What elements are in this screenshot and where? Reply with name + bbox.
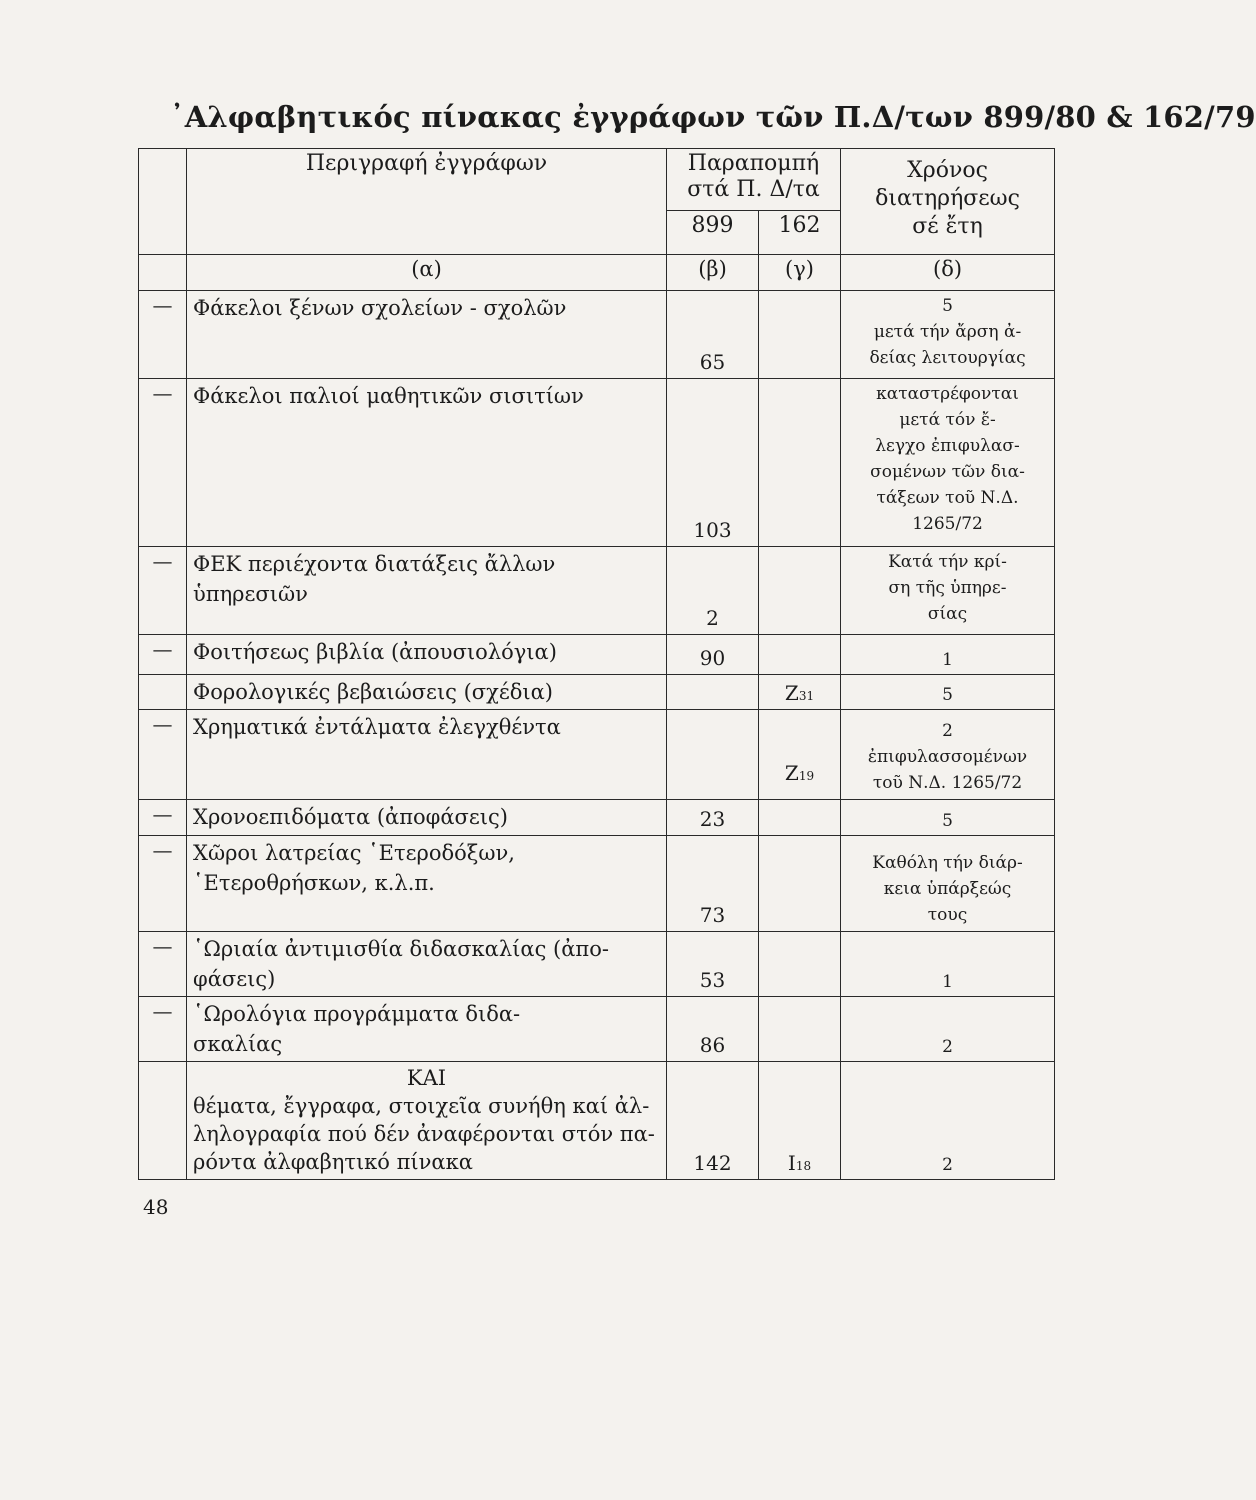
header-description: Περιγραφή ἐγγράφων [187, 149, 667, 255]
kai-heading: ΚΑΙ [406, 1066, 447, 1090]
column-letter-c: (γ) [759, 255, 841, 291]
table-row [139, 379, 1055, 547]
row-ref-899: 73 [667, 836, 759, 932]
row-retention: 5 [841, 800, 1055, 836]
column-letter-b: (β) [667, 255, 759, 291]
row-ref-162 [759, 932, 841, 997]
table-row [139, 291, 1055, 379]
row-description: ΦΕΚ περιέχοντα διατάξεις ἄλλων ὑπηρεσιῶν [187, 547, 667, 635]
row-description: Χρονοεπιδόματα (ἀποφάσεις) [187, 800, 667, 836]
table-row [139, 836, 1055, 932]
row-retention: 5 μετά τήν ἄρση ἀ- δείας λειτουργίας [841, 291, 1055, 379]
column-letter-a: (α) [187, 255, 667, 291]
row-ref-899: 53 [667, 932, 759, 997]
row-retention: Κατά τήν κρί- ση τῆς ὑπηρε- σίας [841, 547, 1055, 635]
row-dash: — [139, 547, 187, 635]
row-ref-162: Z19 [759, 710, 841, 800]
row-ref-899: 90 [667, 635, 759, 675]
table-row [139, 547, 1055, 635]
row-ref-162 [759, 800, 841, 836]
row-ref-899 [667, 675, 759, 710]
row-dash: — [139, 635, 187, 675]
row-dash: — [139, 291, 187, 379]
header-reference-line1: Παραπομπή [687, 151, 820, 176]
row-description: ΚΑΙ θέματα, ἔγγραφα, στοιχεῖα συνήθη καί ἀλ- ληλογραφία πού δέν ἀναφέρονται στόν πα- ρόντα ἀλφαβητικό πίνακα [187, 1062, 667, 1180]
documents-table [138, 148, 1055, 1180]
row-description: Φορολογικές βεβαιώσεις (σχέδια) [187, 675, 667, 710]
row-ref-162 [759, 547, 841, 635]
row-ref-899 [667, 710, 759, 800]
row-retention: Καθόλη τήν διάρ- κεια ὑπάρξεώς τους [841, 836, 1055, 932]
row-retention: 1 [841, 635, 1055, 675]
table-row [139, 1062, 1055, 1180]
header-dash-cell [139, 149, 187, 255]
table-row [139, 710, 1055, 800]
row-retention: 2 [841, 1062, 1055, 1180]
table-row [139, 675, 1055, 710]
row-ref-162: Z31 [759, 675, 841, 710]
table-row [139, 997, 1055, 1062]
row-description: ῾Ωριαία ἀντιμισθία διδασκαλίας (ἀπο- φάσεις) [187, 932, 667, 997]
column-letter-d: (δ) [841, 255, 1055, 291]
header-retention-line2: διατηρήσεως [875, 186, 1020, 211]
row-ref-162: I18 [759, 1062, 841, 1180]
row-ref-899: 65 [667, 291, 759, 379]
row-ref-899: 103 [667, 379, 759, 547]
row-dash: — [139, 800, 187, 836]
header-retention-line3: σέ ἔτη [912, 214, 983, 239]
header-col-162: 162 [759, 211, 841, 255]
page-title: ᾿Αλφαβητικός πίνακας ἐγγράφων τῶν Π.Δ/των 899/80 & 162/79 [170, 100, 1256, 134]
row-description: Φοιτήσεως βιβλία (ἀπουσιολόγια) [187, 635, 667, 675]
page-number: 48 [143, 1195, 169, 1219]
row-ref-899: 86 [667, 997, 759, 1062]
row-dash: — [139, 997, 187, 1062]
row-description: Χῶροι λατρείας ῾Ετεροδόξων, ῾Ετεροθρήσκων, κ.λ.π. [187, 836, 667, 932]
row-description: ῾Ωρολόγια προγράμματα διδα- σκαλίας [187, 997, 667, 1062]
row-dash [139, 1062, 187, 1180]
row-ref-162 [759, 997, 841, 1062]
row-dash: — [139, 932, 187, 997]
row-dash [139, 675, 187, 710]
header-col-899: 899 [667, 211, 759, 255]
row-retention: 1 [841, 932, 1055, 997]
row-retention: 2 ἐπιφυλασσομένων τοῦ Ν.Δ. 1265/72 [841, 710, 1055, 800]
header-reference-line2: στά Π. Δ/τα [687, 177, 820, 202]
row-ref-899: 2 [667, 547, 759, 635]
header-reference [667, 149, 841, 211]
row-ref-899: 142 [667, 1062, 759, 1180]
row-retention: 2 [841, 997, 1055, 1062]
row-dash: — [139, 710, 187, 800]
row-description: Φάκελοι ξένων σχολείων - σχολῶν [187, 291, 667, 379]
table-row [139, 932, 1055, 997]
row-retention: 5 [841, 675, 1055, 710]
row-ref-162 [759, 836, 841, 932]
row-ref-162 [759, 635, 841, 675]
header-retention-line1: Χρόνος [907, 158, 988, 183]
row-description: Φάκελοι παλιοί μαθητικῶν σισιτίων [187, 379, 667, 547]
row-ref-899: 23 [667, 800, 759, 836]
header-retention [841, 149, 1055, 255]
row-description: Χρηματικά ἐντάλματα ἐλεγχθέντα [187, 710, 667, 800]
table-row [139, 635, 1055, 675]
table-row [139, 800, 1055, 836]
row-ref-162 [759, 379, 841, 547]
row-ref-162 [759, 291, 841, 379]
row-dash: — [139, 379, 187, 547]
row-retention: καταστρέφονται μετά τόν ἔ- λεγχο ἐπιφυλασ- σομένων τῶν δια- τάξεων τοῦ Ν.Δ. 1265/72 [841, 379, 1055, 547]
letter-dash-cell [139, 255, 187, 291]
row-dash: — [139, 836, 187, 932]
